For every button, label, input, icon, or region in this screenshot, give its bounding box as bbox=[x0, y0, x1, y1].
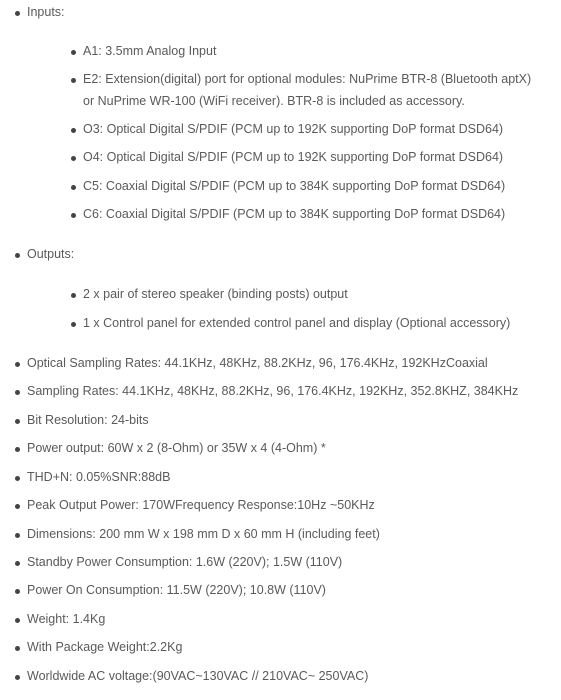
input-item-c6: C6: Coaxial Digital S/PDIF (PCM up to 384K supporting DoP format DSD64) bbox=[83, 207, 506, 221]
spec-weight: Weight: 1.4Kg bbox=[27, 612, 106, 626]
spec-package-weight: With Package Weight:2.2Kg bbox=[27, 640, 183, 654]
bullet-icon bbox=[15, 447, 20, 452]
spec-bit-resolution: Bit Resolution: 24-bits bbox=[27, 413, 149, 427]
spec-standby-power: Standby Power Consumption: 1.6W (220V); 1.5W (110V) bbox=[27, 555, 343, 569]
bullet-icon bbox=[15, 476, 20, 481]
bullet-icon bbox=[15, 362, 20, 367]
bullet-icon bbox=[15, 253, 20, 258]
spec-power-on: Power On Consumption: 11.5W (220V); 10.8W (110V) bbox=[27, 583, 326, 597]
input-item-o4: O4: Optical Digital S/PDIF (PCM up to 192K supporting DoP format DSD64) bbox=[83, 150, 504, 164]
input-item-o3: O3: Optical Digital S/PDIF (PCM up to 192K supporting DoP format DSD64) bbox=[83, 122, 504, 136]
input-item-e2-line1: E2: Extension(digital) port for optional modules: NuPrime BTR-8 (Bluetooth aptX) bbox=[83, 72, 532, 86]
spec-optical-sampling-rates: Optical Sampling Rates: 44.1KHz, 48KHz, 88.2KHz, 96, 176.4KHz, 192KHzCoaxial bbox=[27, 356, 488, 370]
spec-ac-voltage: Worldwide AC voltage:(90VAC~130VAC // 210VAC~ 250VAC) bbox=[27, 669, 369, 683]
spec-peak-output: Peak Output Power: 170WFrequency Response:10Hz ~50KHz bbox=[27, 498, 375, 512]
spec-thd-snr: THD+N: 0.05%SNR:88dB bbox=[27, 470, 171, 484]
bullet-icon bbox=[15, 390, 20, 395]
outputs-heading: Outputs: bbox=[27, 247, 75, 261]
bullet-icon bbox=[15, 11, 20, 16]
bullet-icon bbox=[15, 589, 20, 594]
inputs-heading: Inputs: bbox=[27, 5, 65, 19]
bullet-icon bbox=[71, 213, 76, 218]
input-item-c5: C5: Coaxial Digital S/PDIF (PCM up to 384K supporting DoP format DSD64) bbox=[83, 179, 506, 193]
output-item-speaker: 2 x pair of stereo speaker (binding posts) output bbox=[83, 287, 348, 301]
input-item-e2-line2: or NuPrime WR-100 (WiFi receiver). BTR-8 is included as accessory. bbox=[83, 94, 465, 108]
bullet-icon bbox=[15, 504, 20, 509]
bullet-icon bbox=[15, 646, 20, 651]
bullet-icon bbox=[71, 50, 76, 55]
bullet-icon bbox=[71, 78, 76, 83]
bullet-icon bbox=[15, 561, 20, 566]
bullet-icon bbox=[15, 675, 20, 680]
spec-power-output: Power output: 60W x 2 (8-Ohm) or 35W x 4 (4-Ohm) * bbox=[27, 441, 326, 455]
input-item-a1: A1: 3.5mm Analog Input bbox=[83, 44, 217, 58]
spec-sampling-rates: Sampling Rates: 44.1KHz, 48KHz, 88.2KHz, 96, 176.4KHz, 192KHz, 352.8KHZ, 384KHz bbox=[27, 384, 519, 398]
bullet-icon bbox=[15, 419, 20, 424]
bullet-icon bbox=[71, 322, 76, 327]
bullet-icon bbox=[71, 293, 76, 298]
bullet-icon bbox=[15, 618, 20, 623]
bullet-icon bbox=[71, 185, 76, 190]
bullet-icon bbox=[71, 128, 76, 133]
bullet-icon bbox=[71, 156, 76, 161]
spec-dimensions: Dimensions: 200 mm W x 198 mm D x 60 mm H (including feet) bbox=[27, 527, 380, 541]
output-item-control-panel: 1 x Control panel for extended control panel and display (Optional accessory) bbox=[83, 316, 511, 330]
bullet-icon bbox=[15, 533, 20, 538]
